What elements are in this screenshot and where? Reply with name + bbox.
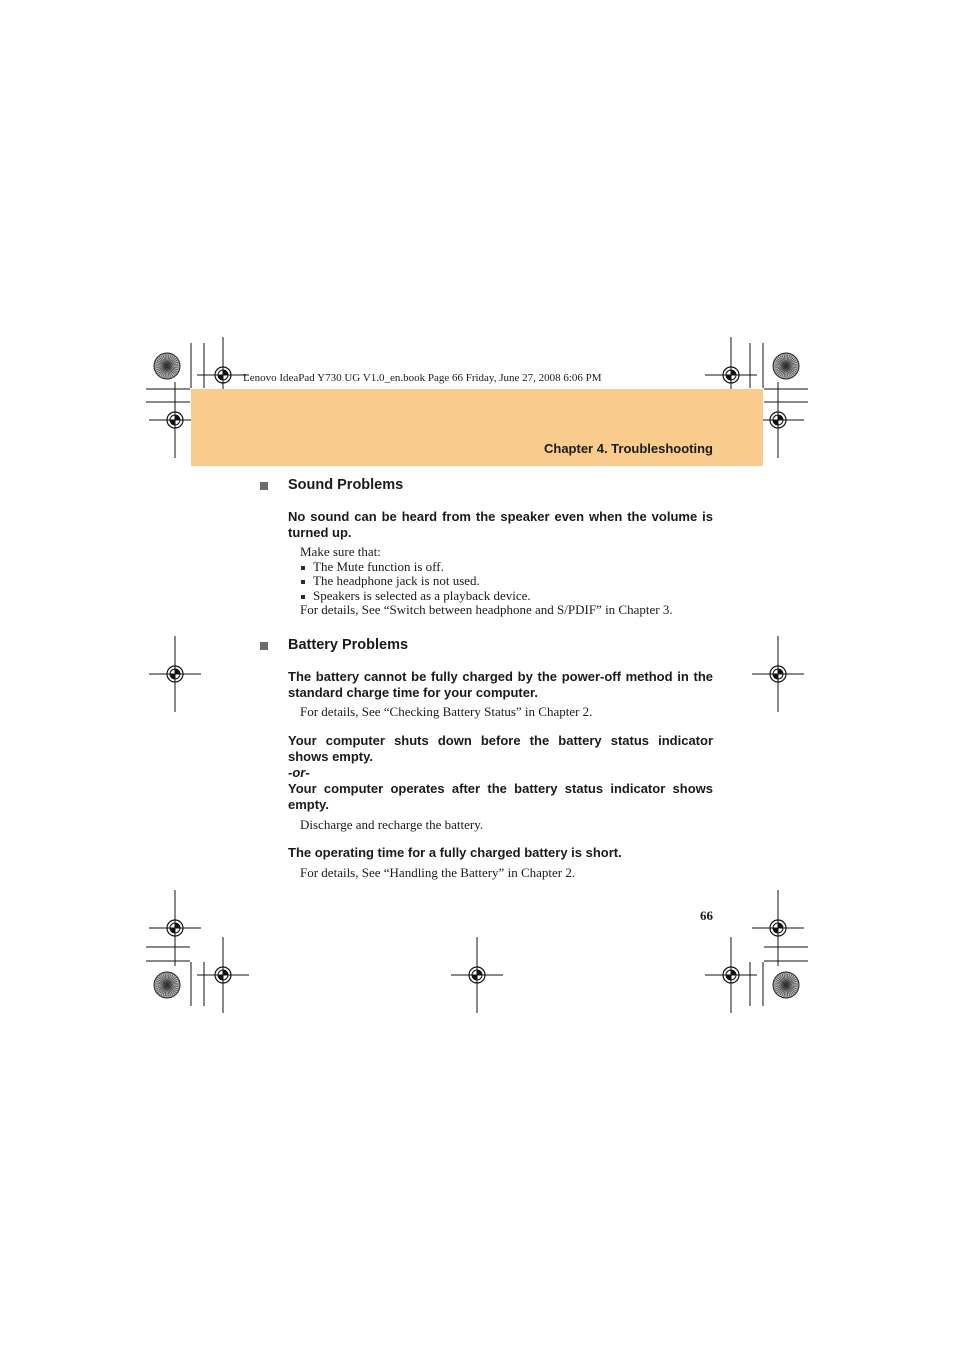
question-shuts-down: Your computer shuts down before the battery status indicator shows empty.: [288, 733, 713, 764]
sound-intro: Make sure that:: [300, 544, 381, 559]
answer-discharge: Discharge and recharge the battery.: [300, 817, 484, 832]
registration-target-icon: [149, 636, 201, 712]
registration-target-icon: [451, 937, 503, 1013]
section-marker-square: [260, 642, 268, 650]
question-battery-not-charged: The battery cannot be fully charged by the power-off method in the standard charge time for your computer.: [288, 669, 713, 700]
list-item: The headphone jack is not used.: [300, 574, 673, 589]
registration-target-icon: [197, 937, 249, 1013]
list-item: The Mute function is off.: [300, 560, 673, 575]
starburst-target-icon: [154, 972, 180, 998]
question-operates-after: Your computer operates after the battery status indicator shows empty.: [288, 781, 713, 812]
or-separator: -or-: [288, 765, 310, 780]
question-operating-time: The operating time for a fully charged battery is short.: [288, 845, 622, 860]
registration-target-icon: [149, 890, 201, 966]
section-title-sound: Sound Problems: [288, 477, 404, 493]
registration-target-icon: [752, 636, 804, 712]
page-number: 66: [700, 908, 713, 923]
print-slug-line: Lenovo IdeaPad Y730 UG V1.0_en.book Page 66 Friday, June 27, 2008 6:06 PM: [243, 372, 602, 384]
registration-target-icon: [705, 937, 757, 1013]
starburst-target-icon: [773, 353, 799, 379]
question-no-sound: No sound can be heard from the speaker even when the volume is turned up.: [288, 509, 713, 540]
section-marker-square: [260, 482, 268, 490]
sound-answer: [300, 545, 673, 618]
sound-bullet-list: [300, 560, 673, 604]
answer-battery-not-charged: For details, See “Checking Battery Status” in Chapter 2.: [300, 704, 593, 719]
answer-operating-time: For details, See “Handling the Battery” in Chapter 2.: [300, 865, 576, 880]
chapter-title: Chapter 4. Troubleshooting: [543, 441, 713, 456]
section-title-battery: Battery Problems: [288, 637, 409, 653]
registration-target-icon: [752, 890, 804, 966]
starburst-target-icon: [773, 972, 799, 998]
sound-details: For details, See “Switch between headphone and S/PDIF” in Chapter 3.: [300, 602, 673, 617]
starburst-target-icon: [154, 353, 180, 379]
list-item: Speakers is selected as a playback device.: [300, 589, 673, 604]
